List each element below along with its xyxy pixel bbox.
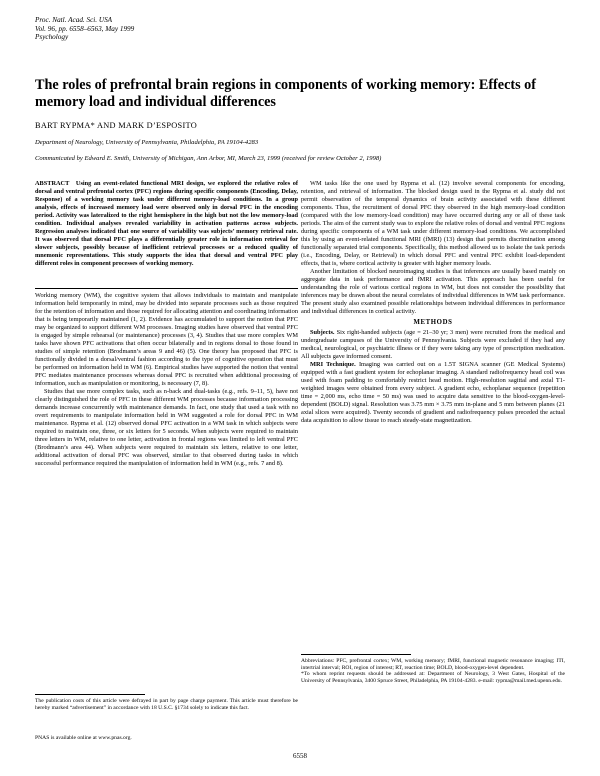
mri-paragraph bbox=[301, 361, 565, 425]
abstract-divider bbox=[35, 288, 298, 289]
body-paragraph: WM tasks like the one used by Rypma et al. (12) involve several components for encoding, retention, and retrieval of information. The blocked design used in the Rypma et al. study did not permit observation of the temporal dynamics of brain activity associated with these different components. Thus, the recruitment of dorsal PFC they observed in the high memory-load condition (compared with the low memory-load condition) may have occurred during any or all of these task periods. The aim of the current study was to explore the relative roles of dorsal and ventral PFC regions during specific components of a WM task under different memory-load conditions. We accomplished this by using an event-related functional MRI (fMRI) (13) design that permits discrimination among functionally separated trial components. Specifically, this method allowed us to isolate the task periods (i.e., Encoding, Delay, or Retrieval) in which dorsal PFC and ventral PFC exhibit load-dependent effects, that is, where cortical activity is greater with higher memory loads. bbox=[301, 180, 565, 267]
reprint-footnote: *To whom reprint requests should be addressed at: Department of Neurology, 3 West Gates, Hospital of the University of Pennsylvania, 3400 Spruce Street, Philadelphia, PA 19104-4283. e-mail: rypma@mail.med.upenn.edu. bbox=[301, 671, 565, 685]
journal-name: Proc. Natl. Acad. Sci. USA bbox=[35, 16, 113, 24]
right-column bbox=[301, 180, 565, 425]
communicated-line: Communicated by Edward E. Smith, University of Michigan, Ann Arbor, MI, March 23, 1999 (received for review October 2, 1998) bbox=[35, 155, 382, 162]
body-paragraph: Another limitation of blocked neuroimaging studies is that inferences are usually based mainly on aggregate data in task performance and fMRI activation. This approach has been useful for understanding the role of various cortical regions in WM, but does not consider the possibility that inferences may be drawn about the neural correlates of individual differences in WM task performance. The present study also examined possible relationships between individual differences in performance and individual differences in cortical activity. bbox=[301, 268, 565, 315]
abstract-label: ABSTRACT bbox=[35, 180, 70, 187]
body-paragraph: Working memory (WM), the cognitive system that allows individuals to maintain and manipulate information held temporarily in mind, may be divided into separate processes such as those required for the retention of information and those required for allocating attention and coordinating information that is being temporarily maintained (1, 2). Evidence has accumulated to support the notion that PFC may be organized to support different WM processes. Imaging studies have observed that ventral PFC is engaged by simple rehearsal (or maintenance) processes (3, 4). Studies that use more complex WM tasks have shown PFC activations that often occur bilaterally and in regions dorsal to those found in studies of simple retention (Brodmann’s areas 9 and 46) (5). One theory has proposed that PFC is functionally divided in a dorsal/ventral fashion according to the type of cognitive operation that must be performed on information held in WM (6). Empirical studies have supported the notion that ventral PFC mediates maintenance processes whereas dorsal PFC is recruited when additional processing of information, such as manipulation or monitoring, is necessary (7, 8). bbox=[35, 292, 299, 387]
publication-cost-footnote: The publication costs of this article were defrayed in part by page charge payment. This article must therefore be hereby marked “advertisement” in accordance with 18 U.S.C. §1734 solely to indicate this fact. bbox=[35, 698, 298, 711]
footnote-divider-right bbox=[301, 654, 411, 655]
left-column bbox=[35, 292, 298, 468]
abstract bbox=[35, 180, 298, 268]
body-paragraph: Studies that use more complex tasks, such as n-back and dual-tasks (e.g., refs. 9–11, 5), have not clearly distinguished the role of PFC in these different WM processes because information processing demands increase concurrently with maintenance demands. In fact, one study that used a task with no overt requirements to manipulate information held in WM suggested a role for dorsal PFC in WM maintenance. Rypma et al. (12) observed dorsal PFC activation in a WM task in which subjects were required to maintain one, three, or six letters for 5 seconds. When subjects were required to maintain three letters in WM, relative to one letter, activation in frontal regions was limited to left ventral PFC (Brodmann’s area 44). When subjects were required to maintain six letters, relative to one letter, additional activation of dorsal PFC was observed, similar to that observed during tasks in which successful performance required the manipulation of information held in WM (e.g., refs. 7 and 8). bbox=[35, 388, 298, 467]
author-list: BART RYPMA* AND MARK D’ESPOSITO bbox=[35, 121, 198, 130]
journal-section: Psychology bbox=[35, 33, 69, 42]
abbreviations-footnote: Abbreviations: PFC, prefrontal cortex; WM, working memory; fMRI, functional magnetic resonance imaging; ITI, intertrial interval; ROI, region of interest; RT, reaction time; BOLD, blood-oxygen-level dependent. bbox=[301, 658, 565, 671]
footnote-divider bbox=[35, 694, 145, 695]
subjects-paragraph bbox=[301, 329, 565, 361]
pnas-online-note: PNAS is available online at www.pnas.org. bbox=[35, 735, 132, 741]
methods-heading: METHODS bbox=[413, 319, 453, 326]
subjects-label: Subjects. bbox=[310, 329, 335, 336]
right-footnotes bbox=[301, 658, 565, 685]
mri-text: Imaging was carried out on a 1.5T SIGNA scanner (GE Medical Systems) equipped with a fast gradient system for echoplanar imaging. A standard radiofrequency head coil was used with foam padding to comfortably restrict head motion. High-resolution sagittal and axial T1-weighted images were obtained from every subject. A gradient echo, echoplanar sequence (repetition time = 2,000 ms, echo time = 50 ms) was used to acquire data sensitive to the blood-oxygen-level-dependent (BOLD) signal. Resolution was 3.75 mm × 3.75 mm in-plane and 5 mm between planes (21 axial slices were acquired). Twenty seconds of gradient and radiofrequency pulses preceded the actual data acquisition to allow tissue to reach steady-state magnetization. bbox=[301, 361, 565, 424]
page-number: 6558 bbox=[293, 752, 307, 760]
subjects-text: Six right-handed subjects (age = 21–30 yr; 3 men) were recruited from the medical and undergraduate campuses of the University of Pennsylvania. Subjects were excluded if they had any medical, neurological, or psychiatric illness or if they were taking any type of prescription medication. All subjects gave informed consent. bbox=[301, 329, 565, 360]
affiliation: Department of Neurology, University of Pennsylvania, Philadelphia, PA 19104-4283 bbox=[35, 139, 259, 146]
journal-header bbox=[35, 16, 134, 42]
journal-citation: Vol. 96, pp. 6558–6563, May 1999 bbox=[35, 24, 135, 33]
mri-label: MRI Technique. bbox=[310, 361, 356, 368]
abstract-text: Using an event-related functional MRI design, we explored the relative roles of dorsal and ventral prefrontal cortex (PFC) regions during specific components (Encoding, Delay, Response) of a working memory task under different memory-load conditions. In a group analysis, effects of increased memory load were observed only in dorsal PFC in the encoding period. Activity was lateralized to the right hemisphere in the high but not the low memory-load condition. Individual analyses revealed variability in activation patterns across subjects. Regression analyses indicated that one source of variability was subjects’ memory retrieval rate. It was observed that dorsal PFC plays a differentially greater role in information retrieval for slower subjects, possibly because of inefficient retrieval processes or a reduced quality of mnemonic representations. This study supports the idea that dorsal and ventral PFC play different roles in component processes of working memory. bbox=[35, 180, 299, 267]
article-title: The roles of prefrontal brain regions in components of working memory: Effects of memory load and individual differences bbox=[35, 77, 536, 110]
